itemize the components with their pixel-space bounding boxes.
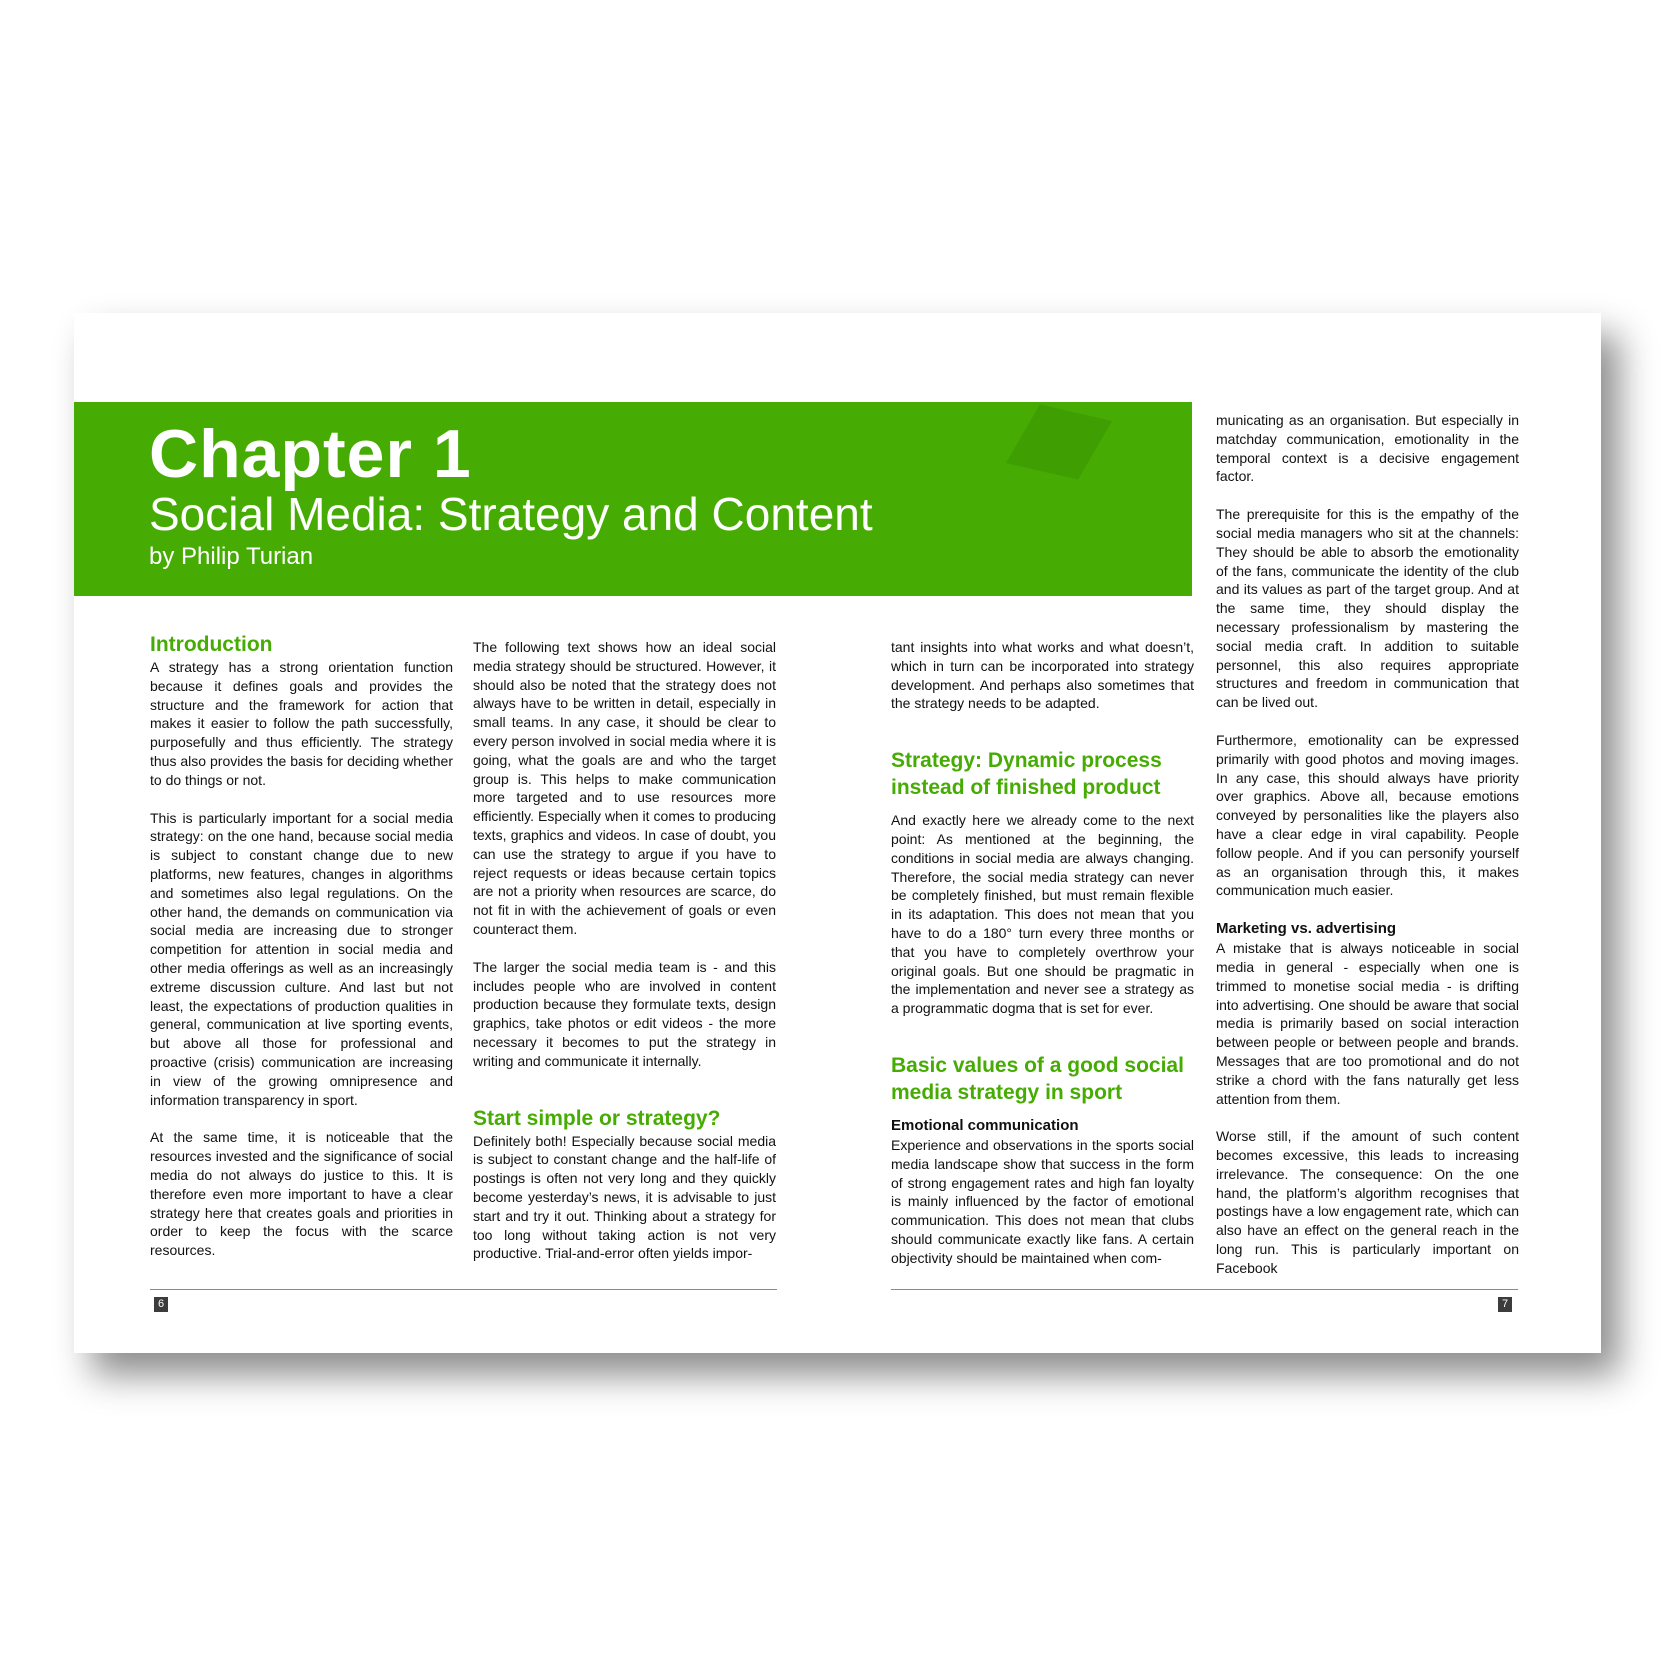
- paragraph: This is particularly important for a social media strategy: on the one hand, because social media is subject to constant change due to new platforms, new features, changes in algorithms and sometimes also legal regulations. On the other hand, the demands on communication via social media are increasing due to stronger competition for attention in social media and other media offerings as well as an increasingly extreme discussion culture. And last but not least, the expectations of production qualities in general, communication at live sporting events, but above all those for professional and proactive (crisis) communication are increasing in view of the growing omnipresence and information transparency in sport.: [150, 809, 453, 1108]
- paragraph: A mistake that is always noticeable in social media in general - especially when one is trimmed to monetise social media - is drifting into advertising. One should be aware that social media is primarily based on social interaction between people or between people and brands. Messages that are too promotional and do not strike a chord with the fans naturally get less attention from them.: [1216, 940, 1519, 1107]
- paragraph: Worse still, if the amount of such content becomes excessive, this leads to increasing irrelevance. The consequence: On the one hand, the platform’s algorithm recognises that postings have a low engagement rate, which can also have an effect on the general reach in the long run. This is particularly important on Facebook: [1216, 1128, 1519, 1276]
- page-number-right: 7: [1498, 1297, 1512, 1312]
- paragraph: At the same time, it is noticeable that the resources invested and the significance of social media do not always do justice to this. It is therefore even more important to have a clear strategy here that creates goals and priorities in order to keep the focus with the scarce resources.: [150, 1129, 453, 1259]
- paragraph: Definitely both! Especially because social media is subject to constant change and the half-life of postings is often not very long and they quickly become yesterday’s news, it is advisable to just start and try it out. Thinking about a strategy for too long without taking action is not very productive. Trial-and-error often yields impor-: [473, 1132, 776, 1262]
- text-column-1: [150, 631, 453, 1260]
- footer-rule-right: [891, 1289, 1518, 1290]
- text-column-4: [1216, 411, 1519, 1278]
- banner-decoration: [1006, 404, 1112, 479]
- paragraph: The prerequisite for this is the empathy of the social media managers who sit at the channels: They should be able to absorb the emotionality of the fans, communicate the identity of the club and its values as part of the target group. And at the same time, they should display the necessary professionalism by mastering the social media craft. In addition to suitable personnel, this also requires appropriate structures and freedom in communication that can be lived out.: [1216, 506, 1519, 711]
- paragraph: The larger the social media team is - and this includes people who are involved in content production because they formulate texts, design graphics, take photos or edit videos - the more necessary it becomes to put the strategy in writing and communicate it internally.: [473, 958, 776, 1069]
- paragraph: And exactly here we already come to the next point: As mentioned at the beginning, the conditions in social media are always changing. Therefore, the social media strategy can never be completely finished, but must remain flexible in its adaptation. This does not mean that you have to do a 180° turn every three months or that you have to completely overthrow your original goals. But one should be pragmatic in the implementation and never see a strategy as a programmatic dogma that is set for ever.: [891, 812, 1194, 1017]
- footer-rule-left: [150, 1289, 777, 1290]
- heading-introduction: Introduction: [150, 633, 273, 656]
- heading-dynamic-process: Strategy: Dynamic process instead of finished product: [891, 749, 1162, 800]
- text-column-2: [473, 638, 776, 1263]
- subheading-marketing: Marketing vs. advertising: [1216, 920, 1397, 938]
- text-column-3: [891, 638, 1194, 1268]
- paragraph: A strategy has a strong orientation function because it defines goals and provides the structure and the framework for action that makes it easier to follow the path successfully, purposefully and thus efficiently. The strategy thus also provides the basis for deciding whether to do things or not.: [150, 659, 453, 788]
- page-number-left: 6: [154, 1297, 168, 1312]
- paragraph: tant insights into what works and what doesn’t, which in turn can be incorporated into strategy development. And perhaps also sometimes that the strategy needs to be adapted.: [891, 639, 1194, 712]
- chapter-number: Chapter 1: [149, 416, 472, 492]
- chapter-banner: [74, 402, 1192, 596]
- paragraph: Experience and observations in the sports social media landscape show that success in the form of strong engagement rates and high fan loyalty is mainly influenced by the factor of emotional communication. This does not mean that clubs should communicate exactly like fans. A certain objectivity should be maintained when com-: [891, 1136, 1194, 1266]
- chapter-title: Social Media: Strategy and Content: [149, 488, 873, 540]
- paragraph: Furthermore, emotionality can be expressed primarily with good photos and moving images. In any case, this should always have priority over graphics. Above all, because emotions conveyed by personalities like the players also have a clear edge in viral capability. People follow people. And if you can personify yourself as an organisation through this, it makes communication much easier.: [1216, 731, 1519, 899]
- heading-basic-values: Basic values of a good social media strategy in sport: [891, 1053, 1184, 1104]
- paragraph: The following text shows how an ideal social media strategy should be structured. However, it should also be noted that the strategy does not always have to be written in detail, especially in small teams. In any case, it should be clear to every person involved in social media where it is going, what the goals are and who the target group is. This helps to make communication more targeted and to use resources more efficiently. Especially when it comes to producing texts, graphics and videos. In case of doubt, you can use the strategy to argue if you have to reject requests or ideas because certain topics are not a priority when resources are scarce, do not fit in with the achievement of goals or even counteract them.: [473, 639, 776, 937]
- subheading-emotional-communication: Emotional communication: [891, 1116, 1079, 1134]
- paragraph: municating as an organisation. But especially in matchday communication, emotionality in the temporal context is a decisive engagement factor.: [1216, 412, 1519, 485]
- heading-start-simple: Start simple or strategy?: [473, 1106, 721, 1130]
- chapter-author: by Philip Turian: [149, 543, 314, 570]
